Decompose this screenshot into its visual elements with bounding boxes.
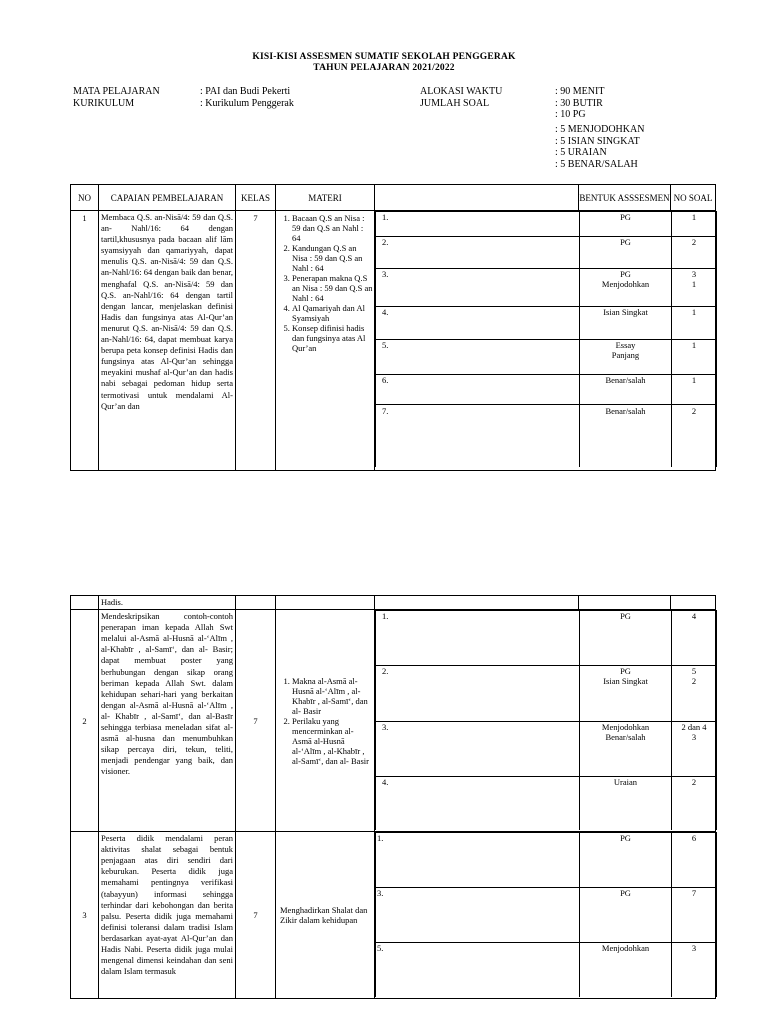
assessment-items (375, 832, 716, 999)
row-kelas: 7 (236, 211, 276, 471)
no-soal-cell: 2 dan 4 3 (672, 722, 717, 777)
no-soal-cell: 5 2 (672, 666, 717, 722)
no-soal-cell: 3 (672, 943, 717, 997)
bentuk-cell: PG (580, 833, 672, 888)
indicator-number: 3. (376, 269, 580, 307)
row-no: 1 (71, 211, 99, 471)
bentuk-cell: Benar/salah (580, 405, 672, 467)
row-no: 3 (71, 832, 99, 999)
bentuk-cell: Benar/salah (580, 375, 672, 405)
bentuk-cell: PG (580, 237, 672, 269)
indicator-number: 3. (376, 722, 580, 777)
capaian-text: Hadis. (99, 596, 236, 610)
materi-item: 4. Al Qamariyah dan Al Syamsiyah (292, 303, 373, 323)
info-value: : Kurikulum Penggerak (200, 97, 294, 109)
no-soal-cell: 1 (672, 340, 717, 375)
header-no-soal: NO SOAL (671, 185, 716, 211)
materi-item: 5. Konsep difinisi hadis dan fungsinya atas Al Qur’an (292, 323, 373, 353)
info-value: : 5 URAIAN (555, 147, 607, 158)
bentuk-cell: PG (580, 611, 672, 666)
info-label: MATA PELAJARAN (73, 86, 160, 97)
info-label: ALOKASI WAKTU (420, 86, 503, 97)
capaian-text: Membaca Q.S. an-Nisā/4: 59 dan Q.S. an- Nahl/16: 64 dengan tartil,khususnya pada bacaan alif lām syamsiyyah dan qamariyyah, dapat menulis Q.S. an-Nisā/4: 59 dan Q.S. an-Nahl/16: 64 dengan baik dan benar, menghafal Q.S. an-Nisā/4: 59 dan Q.S. an-Nahl/16: 64 dengan tartil dengan lancar, menjelaskan definisi Hadis dan fungsinya atas Al-Qur’an menurut Q.S. an-Nisā/4: 59 dan Q.S. an-Nahl/16: 64, dapat membuat karya berupa peta konsep definisi Hadis dan fungsinya atas Al-Qur’an sehingga meyakini mushaf al-Qur’an dan hadis nabi sebagai pedoman hidup serta termotivasi untuk mendalami Al-Qur’an dan (99, 211, 236, 471)
info-value: : 10 PG (555, 109, 586, 120)
no-soal-cell: 3 1 (672, 269, 717, 307)
header-kelas: KELAS (236, 185, 276, 211)
materi-list (276, 610, 375, 832)
header-indikator (375, 185, 579, 211)
no-soal-cell: 2 (672, 777, 717, 830)
bentuk-cell: Menjodohkan Benar/salah (580, 722, 672, 777)
capaian-text: Peserta didik mendalami peran aktivitas shalat sebagai bentuk penjagaan atas diri sendiri dari keburukan. Peserta didik juga memahami pentingnya verifikasi (tabayyun) informasi sehingga terhindar dari kebohongan dan berita palsu. Peserta didik juga memahami definisi toleransi dalam tradisi Islam berdasarkan ayat-ayat Al-Qur’an dan Hadis Nabi. Peserta didik juga mulai mengenal dimensi keindahan dan seni dalam Islam termasuk (99, 832, 236, 999)
kisi-kisi-table (70, 184, 716, 471)
bentuk-cell: PG (580, 888, 672, 943)
no-soal-cell: 1 (672, 375, 717, 405)
kisi-kisi-table-continued (70, 595, 716, 999)
indicator-number: 4. (376, 307, 580, 340)
materi-item: 2. Perilaku yang mencerminkan al-Asmā al-Husnā al-‘Alīm , al-Khabīr , al-Samī‘, dan al- Basir (292, 716, 373, 766)
indicator-number: 1. (376, 833, 580, 888)
bentuk-cell: PG Menjodohkan (580, 269, 672, 307)
no-soal-cell: 6 (672, 833, 717, 888)
materi-item: 1. Bacaan Q.S an Nisa : 59 dan Q.S an Nahl : 64 (292, 213, 373, 243)
assessment-items (375, 610, 716, 832)
info-value: : PAI dan Budi Pekerti (200, 86, 291, 97)
table-row (71, 211, 716, 471)
header-no: NO (71, 185, 99, 211)
bentuk-cell: Menjodohkan (580, 943, 672, 997)
indicator-number: 2. (376, 237, 580, 269)
info-value: : 5 MENJODOHKAN (555, 124, 645, 135)
materi-list (276, 211, 375, 471)
bentuk-cell: PG (580, 212, 672, 237)
indicator-number: 3. (376, 888, 580, 943)
table-row (71, 610, 716, 832)
document-subtitle: TAHUN PELAJARAN 2021/2022 (313, 63, 455, 73)
assessment-items (375, 211, 716, 471)
info-value: : 30 BUTIR (555, 97, 603, 109)
indicator-number: 2. (376, 666, 580, 722)
document-title: KISI-KISI ASSESMEN SUMATIF SEKOLAH PENGGERAK (252, 52, 516, 62)
row-no: 2 (71, 610, 99, 832)
row-kelas: 7 (236, 832, 276, 999)
materi-text: Menghadirkan Shalat dan Zikir dalam kehidupan (276, 832, 375, 999)
no-soal-cell: 2 (672, 237, 717, 269)
indicator-number: 1. (376, 212, 580, 237)
row-kelas: 7 (236, 610, 276, 832)
table-row (71, 596, 716, 610)
no-soal-cell: 7 (672, 888, 717, 943)
materi-item: 1. Makna al-Asmā al-Husnā al-‘Alīm , al-Khabīr , al-Samī‘, dan al- Basir (292, 676, 373, 716)
bentuk-cell: PG Isian Singkat (580, 666, 672, 722)
indicator-number: 4. (376, 777, 580, 830)
materi-item: 3. Penerapan makna Q.S an Nisa : 59 dan Q.S an Nahl : 64 (292, 273, 373, 303)
header-capaian: CAPAIAN PEMBELAJARAN (99, 185, 236, 211)
table-row (71, 832, 716, 999)
indicator-number: 5. (376, 943, 580, 997)
info-label: JUMLAH SOAL (420, 97, 490, 109)
no-soal-cell: 2 (672, 405, 717, 467)
bentuk-cell: Isian Singkat (580, 307, 672, 340)
indicator-number: 1. (376, 611, 580, 666)
materi-item: 2. Kandungan Q.S an Nisa : 59 dan Q.S an Nahl : 64 (292, 243, 373, 273)
bentuk-cell: Uraian (580, 777, 672, 830)
no-soal-cell: 4 (672, 611, 717, 666)
indicator-number: 6. (376, 375, 580, 405)
bentuk-cell: Essay Panjang (580, 340, 672, 375)
indicator-number: 5. (376, 340, 580, 375)
capaian-text: Mendeskripsikan contoh-contoh penerapan iman kepada Allah Swt melalui al-Asmā al-Husnā al-‘Alīm , al-Khabīr , al-Samī‘, dan al- Basir; dapat membuat poster yang berhubungan dengan sikap orang beriman kepada Allah Swt. dalam kehidupan sehari-hari yang berkaitan dengan al-Asmā al-Husnā al-‘Alīm , al- Khabīr , al-Samī‘, dan al-Basīr sehingga terbiasa meneladan sifat al-asmā al-husna dan menumbuhkan sikap percaya diri, tekun, teliti, menjadi pendengar yang baik, dan visioner. (99, 610, 236, 832)
no-soal-cell: 1 (672, 212, 717, 237)
header-bentuk: BENTUK ASSSESMEN (579, 185, 671, 211)
table-header-row (71, 185, 716, 211)
header-materi: MATERI (276, 185, 375, 211)
info-label: KURIKULUM (73, 97, 135, 109)
no-soal-cell: 1 (672, 307, 717, 340)
info-value: : 90 MENIT (555, 86, 605, 97)
info-value: : 5 BENAR/SALAH (555, 158, 638, 170)
info-block (0, 86, 768, 176)
info-value: : 5 ISIAN SINGKAT (555, 135, 640, 147)
indicator-number: 7. (376, 405, 580, 467)
